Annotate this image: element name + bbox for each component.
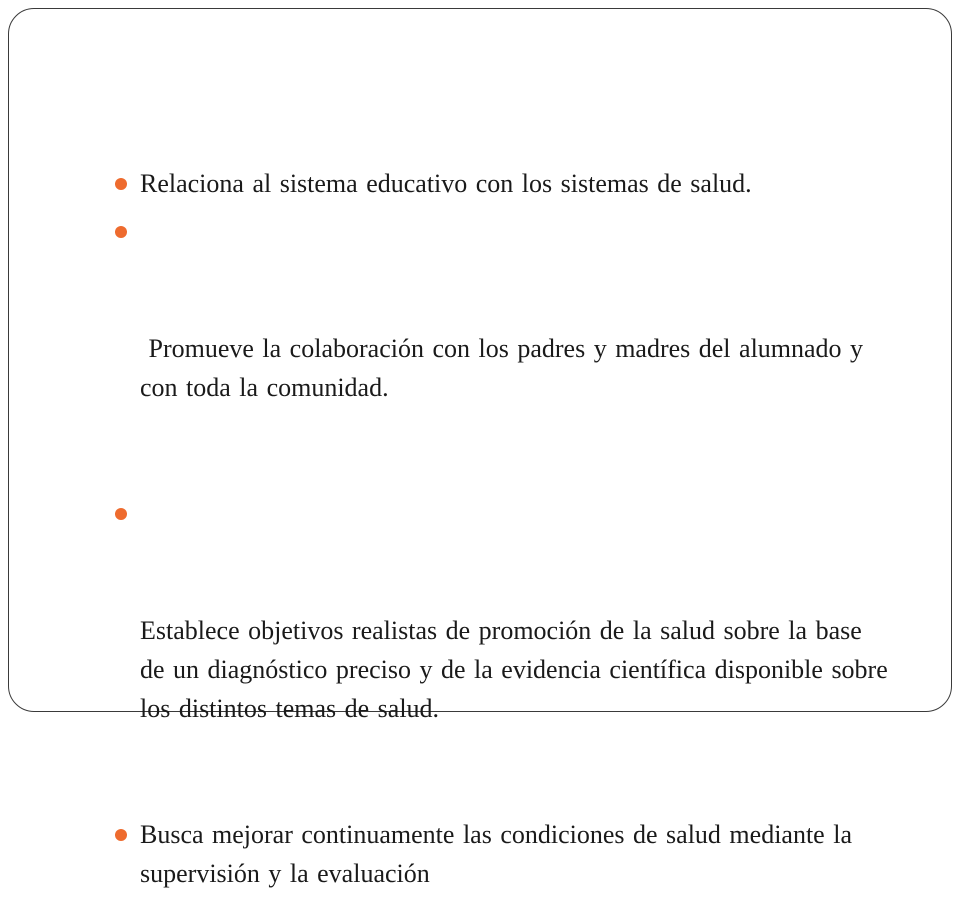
bullet-item: [108, 164, 888, 203]
bullet-text: Busca mejorar continuamente las condiciones de salud mediante la supervisión y la evaluación: [140, 820, 852, 888]
bullet-dot-icon: [115, 178, 127, 190]
bullet-list: [108, 164, 897, 902]
bullet-dot-icon: [115, 508, 127, 520]
bullet-text: Relaciona al sistema educativo con los sistemas de salud.: [140, 169, 752, 198]
bullet-dot-icon: [115, 829, 127, 841]
bullet-text: Promueve la colaboración con los padres y madres del alumnado y con toda la comunidad.: [140, 334, 872, 402]
bullet-text: Establece objetivos realistas de promoción de la salud sobre la base de un diagnóstico preciso y de la evidencia científica disponible sobre los distintos temas de salud.: [140, 616, 897, 723]
bullet-item: [108, 494, 897, 806]
slide-frame: [8, 8, 952, 888]
bullet-dot-icon: [115, 226, 127, 238]
bullet-item: [108, 815, 888, 893]
bullet-item: [108, 212, 888, 485]
